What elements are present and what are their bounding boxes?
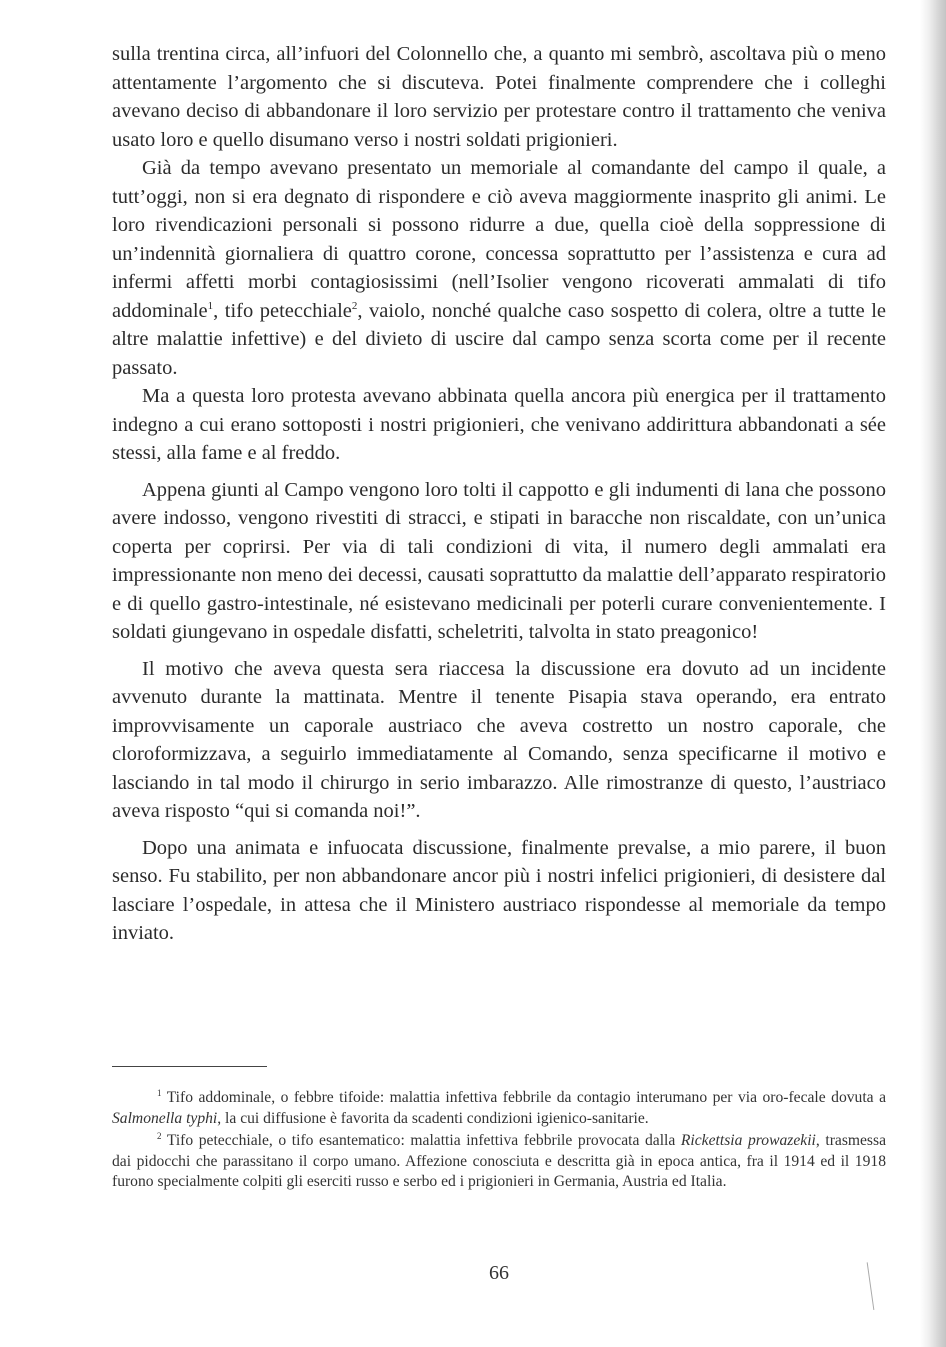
paragraph-2 bbox=[112, 154, 886, 382]
paragraph-2-part-3: , vaiolo, nonché qualche caso sospetto di colera, oltre a tutte le altre malattie infettive) e del divieto di uscire dal campo senza scorta come per il recente passato. bbox=[112, 299, 886, 379]
footnote-2-italic: Rickettsia prowazekii bbox=[680, 1132, 816, 1149]
paragraph-4: Appena giunti al Campo vengono loro tolti il cappotto e gli indumenti di lana che possono avere indosso, vengono rivestiti di stracci, e stipati in baracche non riscaldate, con un’unica coperta per coprirsi. Per via di tali condizioni di vita, il numero degli ammalati era impressionante non meno dei decessi, causati soprattutto da malattie dell’apparato respiratorio e di quello gastro-intestinale, né esistevano medicinali per poterli curare convenientemente. I soldati giungevano in ospedale disfatti, scheletriti, talvolta in stato preagonico! bbox=[112, 478, 886, 643]
body-text bbox=[112, 40, 886, 948]
footnotes bbox=[112, 1088, 886, 1193]
scanned-page-edge bbox=[920, 0, 946, 1347]
footnote-1-text-a: Tifo addominale, o febbre tifoide: malattia infettiva febbrile da contagio interumano per via oro-fecale dovuta a bbox=[166, 1089, 886, 1106]
page-number: 66 bbox=[489, 1262, 509, 1284]
paragraph-3: Ma a questa loro protesta avevano abbinata quella ancora più energica per il trattamento indegno a cui erano sottoposti i nostri prigionieri, che venivano addirittura abbandonati a sée stessi, alla fame e al freddo. bbox=[112, 385, 886, 464]
paragraph-2-part-1: Già da tempo avevano presentato un memoriale al comandante del campo il quale, a tutt’oggi, non si era degnato di rispondere e ciò aveva maggiormente inasprito gli animi. Le loro rivendicazioni personali si possono ridurre a due, quella cioè della soppressione di un’indennità giornaliera di quattro corone, concessa soprattutto per l’assistenza e cura ad infermi affetti morbi contagiosissimi (nell’Isolier vengono ricoverati ammalati di tifo addominale bbox=[112, 157, 886, 322]
footnote-ref-2: 2 bbox=[351, 299, 358, 312]
paragraph-6: Dopo una animata e infuocata discussione, finalmente prevalse, a mio parere, il buon senso. Fu stabilito, per non abbandonare ancor più i nostri infelici prigionieri, di desistere dal lasciare l’ospedale, in attesa che il Ministero austriaco rispondesse al memoriale da tempo inviato. bbox=[112, 836, 886, 944]
footnote-1-text-b: , la cui diffusione è favorita da scadenti condizioni igienico-sanitarie. bbox=[217, 1109, 649, 1127]
footnote-2-marker: 2 bbox=[157, 1130, 162, 1141]
footnote-1 bbox=[112, 1088, 886, 1129]
footnote-2 bbox=[112, 1131, 886, 1193]
footnote-2-text-b: , trasmessa dai pidocchi che parassitano il corpo umano. Affezione conosciuta e descritta già in epoca antica, fra il 1914 ed il 1918 furono specialmente colpiti gli eserciti russo e serbo ed i prigionieri in Germania, Austria ed Italia. bbox=[112, 1132, 886, 1190]
paragraph-1: sulla trentina circa, all’infuori del Colonnello che, a quanto mi sembrò, ascoltava più o meno attentamente l’argomento che si discuteva. Potei finalmente comprendere che i colleghi avevano deciso di abbandonare il loro servizio per protestare contro il trattamento che veniva usato loro e quello disumano verso i nostri soldati prigionieri. bbox=[112, 43, 886, 151]
footnote-1-marker: 1 bbox=[157, 1087, 162, 1098]
paragraph-5: Il motivo che aveva questa sera riaccesa la discussione era dovuto ad un incidente avvenuto durante la mattinata. Mentre il tenente Pisapia stava operando, era entrato improvvisamente un caporale austriaco che aveva costretto un nostro caporale, che cloroformizzava, a seguirlo immediatamente al Comando, senza specificarne il motivo e lasciando in tal modo il chirurgo in serio imbarazzo. Alle rimostranze di questo, l’austriaco aveva risposto “qui si comanda noi!”. bbox=[112, 657, 886, 822]
footnote-separator bbox=[112, 1066, 267, 1067]
footnote-1-italic: Salmonella typhi bbox=[112, 1109, 218, 1127]
footnote-2-text-a: Tifo petecchiale, o tifo esantematico: malattia infettiva febbrile provocata dalla bbox=[166, 1132, 681, 1149]
paragraph-2-part-2: , tifo petecchiale bbox=[213, 299, 352, 322]
footnote-ref-1: 1 bbox=[207, 299, 214, 312]
